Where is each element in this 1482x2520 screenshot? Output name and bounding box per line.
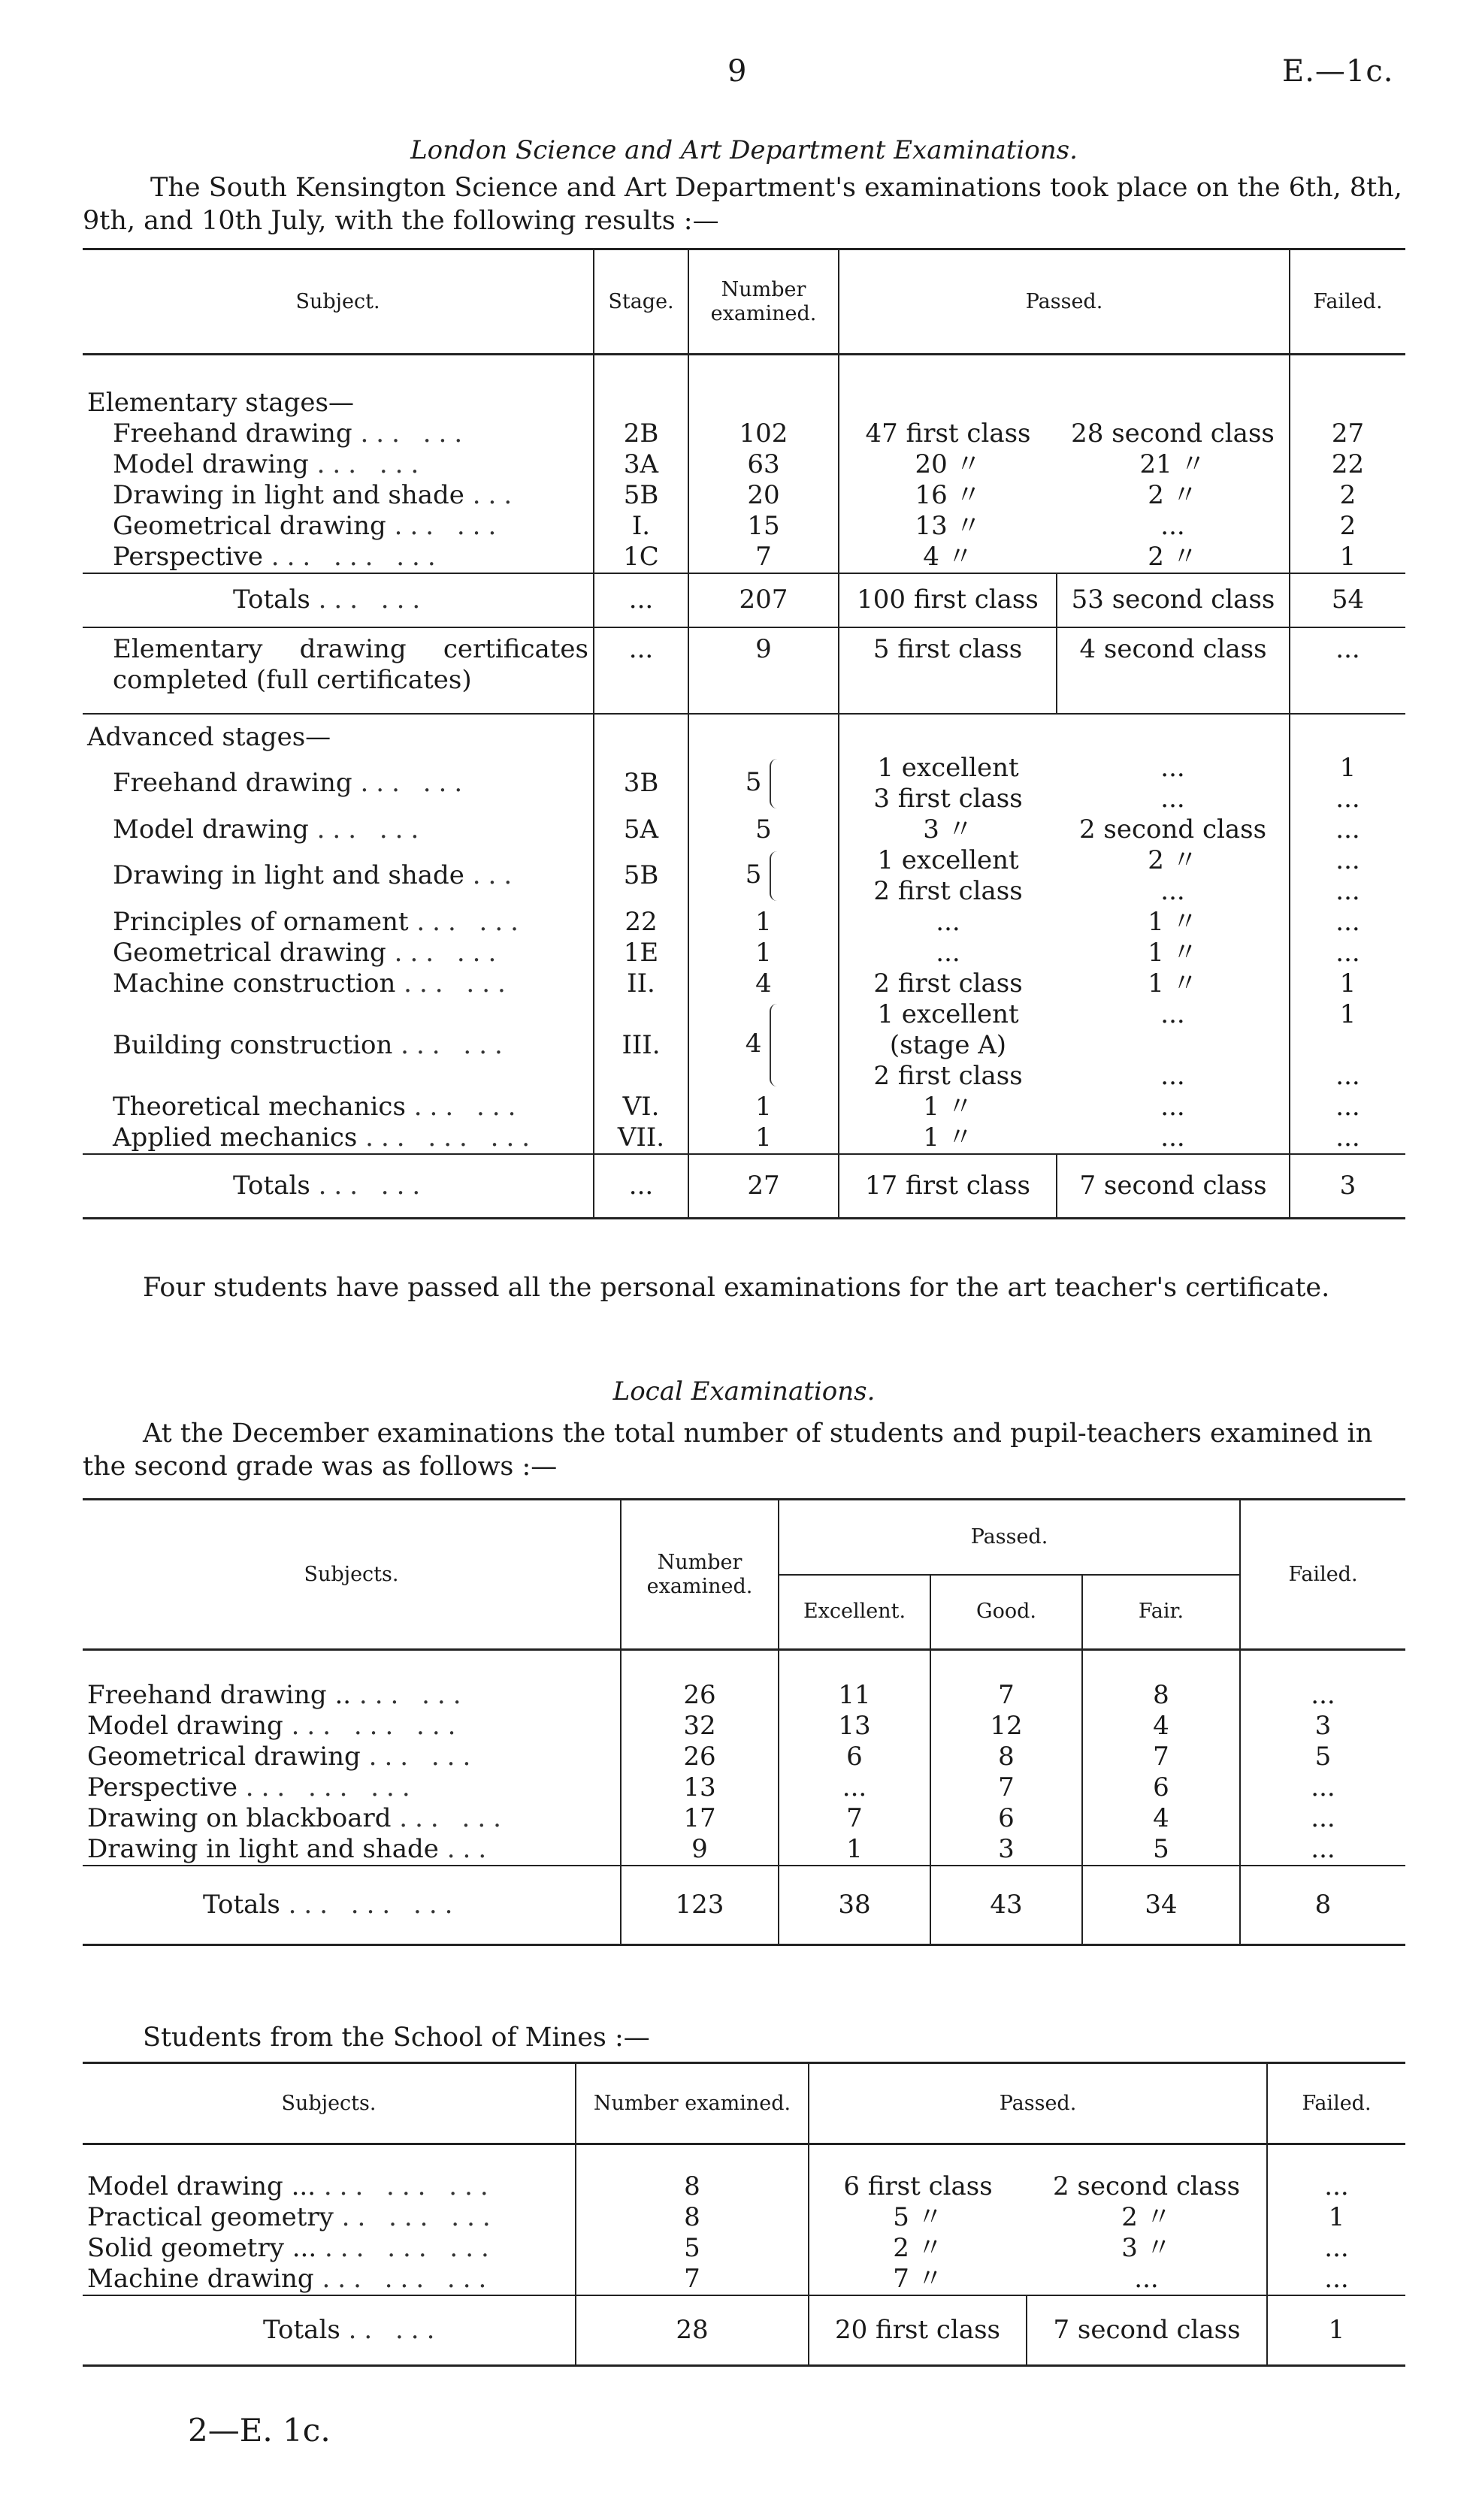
elementary-totals-row: Totals ... ... ... 207 100 first class 53 second class 54 (83, 573, 1405, 627)
advanced-totals-row: Totals ... ... ... 27 17 first class 7 second class 3 (83, 1154, 1405, 1219)
table-row: Theoretical mechanics ... ... VI. 1 1 〃 ... ... (83, 1092, 1405, 1123)
col-stage: Stage. (594, 249, 688, 355)
table-row: Freehand drawing ... ... 2B 102 47 first class 28 second class 27 (83, 418, 1405, 449)
col-good: Good. (930, 1575, 1082, 1650)
table-row: Applied mechanics ... ... ... VII. 1 1 〃 ... ... (83, 1123, 1405, 1154)
signature-mark: 2—E. 1c. (188, 2412, 331, 2449)
table-row: Drawing in light and shade ... 9 1 3 5 ... (83, 1834, 1405, 1866)
col-passed: Passed. (809, 2063, 1267, 2144)
section2-title: Local Examinations. (612, 1376, 876, 1407)
advanced-stages-heading: Advanced stages— (87, 721, 331, 752)
table-row: Drawing on blackboard ... ... 17 7 6 4 ... (83, 1803, 1405, 1834)
table-row: Machine drawing ... ... ... 7 7 〃 ... ... (83, 2264, 1405, 2295)
section1-intro: The South Kensington Science and Art Department's examinations took place on the 6th, 8th, 9th, and 10th July, with the following results :— (83, 173, 1402, 236)
col-excellent: Excellent. (779, 1575, 930, 1650)
brace-icon (770, 851, 782, 901)
table-row: Solid geometry ... ... ... ... 5 2 〃 3 〃 ... (83, 2233, 1405, 2264)
science-art-results-table (83, 248, 1405, 1219)
elementary-stages-heading: Elementary stages— (87, 387, 354, 418)
col-number-examined: Number examined. (688, 249, 839, 355)
brace-icon (770, 1004, 782, 1086)
section2-intro: At the December examinations the total number of students and pupil-teachers examined in the second grade was as follows :— (83, 1419, 1373, 1482)
col-fair: Fair. (1082, 1575, 1240, 1650)
col-failed: Failed. (1240, 1500, 1405, 1650)
table-row: Model drawing ... ... ... ... 8 6 first class 2 second class ... (83, 2171, 1405, 2202)
col-subjects: Subjects. (83, 1500, 621, 1650)
table-row: Drawing in light and shade ... 5B 20 16 〃 2 〃 2 (83, 480, 1405, 511)
col-number-examined: Number examined. (576, 2063, 809, 2144)
col-passed: Passed. (779, 1500, 1240, 1575)
table-row: Building construction ... ... III. 4 1 excellent (stage A) 2 first class ... ... 1 ... (83, 999, 1405, 1092)
local-examinations-table (83, 1498, 1405, 1946)
table-row: Freehand drawing .. ... ... 26 11 7 8 ... (83, 1680, 1405, 1711)
table-row: Model drawing ... ... 5A 5 3 〃 2 second class ... (83, 814, 1405, 845)
table-row: Practical geometry .. ... ... 8 5 〃 2 〃 1 (83, 2202, 1405, 2233)
table-row: Perspective ... ... ... 1C 7 4 〃 2 〃 1 (83, 542, 1405, 573)
brace-icon (770, 759, 782, 808)
table-row: Model drawing ... ... 3A 63 20 〃 21 〃 22 (83, 449, 1405, 480)
col-failed: Failed. (1267, 2063, 1405, 2144)
art-teacher-note: Four students have passed all the personal examinations for the art teacher's certificate. (143, 1273, 1330, 1303)
school-of-mines-table (83, 2062, 1405, 2367)
local-totals-row: Totals ... ... ... 123 38 43 34 8 (83, 1866, 1405, 1945)
section3-intro: Students from the School of Mines :— (143, 2023, 650, 2053)
table-row: Perspective ... ... ... 13 ... 7 6 ... (83, 1772, 1405, 1803)
table-row: Model drawing ... ... ... 32 13 12 4 3 (83, 1711, 1405, 1742)
col-passed: Passed. (839, 249, 1290, 355)
col-failed: Failed. (1290, 249, 1405, 355)
certificates-row: Elementary drawing certificates completed (full certificates) ... 9 5 first class 4 second class ... (83, 627, 1405, 714)
table-row: Principles of ornament ... ... 22 1 ... 1 〃 ... (83, 907, 1405, 938)
col-subject: Subject. (83, 249, 594, 355)
table-row: Freehand drawing ... ... 3B 5 1 excellent 3 first class ... ... 1 ... (83, 753, 1405, 814)
table-row: Machine construction ... ... II. 4 2 first class 1 〃 1 (83, 968, 1405, 999)
mines-totals-row: Totals .. ... 28 20 first class 7 second class 1 (83, 2295, 1405, 2366)
col-subjects: Subjects. (83, 2063, 576, 2144)
page-number: 9 (727, 54, 747, 89)
table-row: Drawing in light and shade ... 5B 5 1 excellent 2 first class 2 〃 ... ... ... (83, 845, 1405, 907)
table-row: Geometrical drawing ... ... I. 15 13 〃 ... 2 (83, 511, 1405, 542)
table-row: Geometrical drawing ... ... 26 6 8 7 5 (83, 1742, 1405, 1772)
document-reference: E.—1c. (1282, 54, 1394, 89)
table-row: Geometrical drawing ... ... 1E 1 ... 1 〃 ... (83, 938, 1405, 968)
section1-title: London Science and Art Department Examinations. (410, 135, 1078, 165)
col-number-examined: Number examined. (621, 1500, 779, 1650)
